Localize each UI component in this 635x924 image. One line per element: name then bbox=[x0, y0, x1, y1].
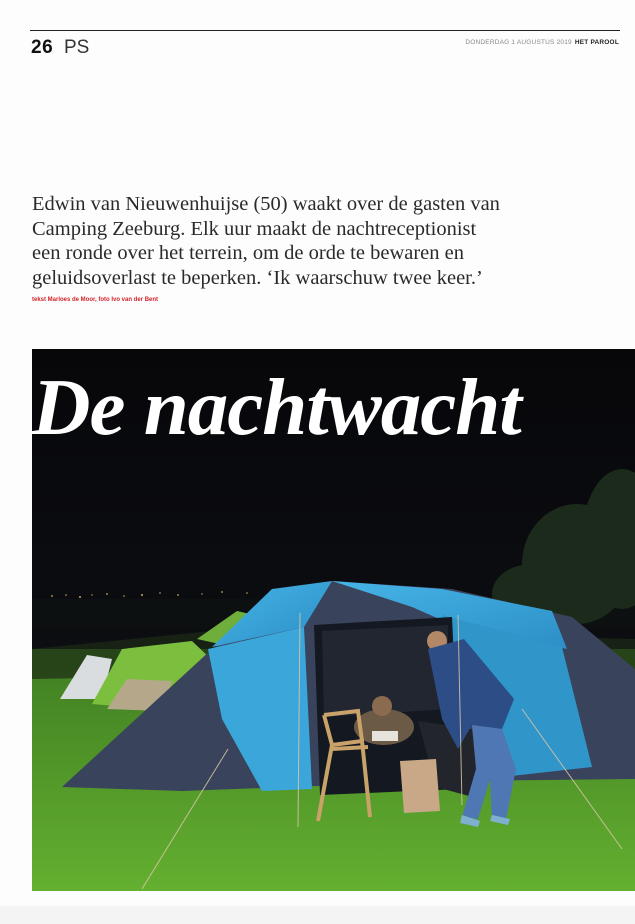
page-number: 26 bbox=[31, 37, 54, 58]
intro-line: geluidsoverlast te beperken. ‘Ik waarschuw twee keer.’ bbox=[32, 266, 483, 289]
section-label: PS bbox=[64, 37, 90, 58]
intro-line: een ronde over het terrein, om de orde te bewaren en bbox=[32, 242, 465, 264]
intro-line: Camping Zeeburg. Elk uur maakt de nachtreceptionist bbox=[32, 217, 477, 240]
intro-line: Edwin van Nieuwenhuijse (50) waakt over de gasten van bbox=[32, 193, 500, 215]
brand-name: HET PAROOL bbox=[574, 39, 619, 46]
page-bottom-margin bbox=[0, 906, 635, 924]
header-rule bbox=[30, 30, 620, 31]
dateline bbox=[465, 39, 619, 46]
date-text: DONDERDAG 1 AUGUSTUS 2019 bbox=[465, 39, 572, 46]
article-intro bbox=[32, 192, 572, 290]
article-headline: De nachtwacht bbox=[32, 362, 521, 452]
byline-credit: tekst Marloes de Moor, foto Ivo van der Bent bbox=[32, 297, 159, 303]
